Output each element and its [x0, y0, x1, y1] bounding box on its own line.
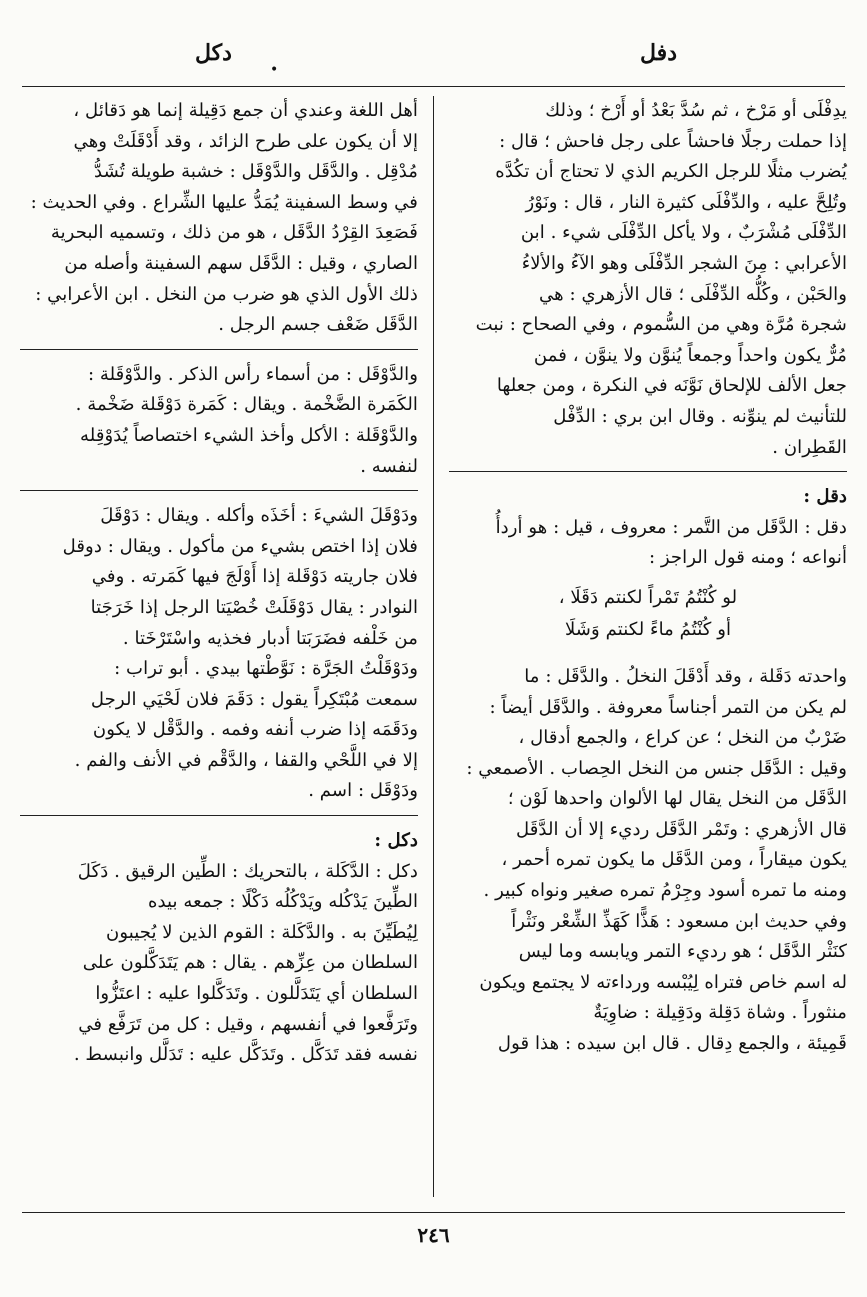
text-line: إلا أن يكون على طرح الزائد ، وقد أَدْقَلَتْ وهي — [73, 130, 418, 152]
text-line: السلطان أي يَتَدَلَّلون . وتَدَكَّلوا عليه : اعتَزُّوا — [95, 983, 418, 1005]
text-line: له اسم خاص فتراه لِيُبْسه ورداءته لا يجتمع ويكون — [479, 971, 847, 993]
entry-dawqal — [20, 360, 418, 482]
text-line: للتأنيث لم ينوِّنه . وقال ابن بري : الدِّفْل — [553, 405, 847, 427]
text-line: ومنه ما تمره أسود وجِرْمُ تمره صغير ونواه كبير . — [483, 880, 847, 902]
text-line: سمعت مُبْتَكِراً يقول : دَقَمَ فلان لَحْيَي الرجل — [90, 688, 418, 710]
verse-line: لو كُنْتُمُ تَمْراً لكنتم دَقَلَا ، — [558, 586, 738, 608]
text-line: لِيُطَيِّنَ به . والدَّكَلة : القوم الذين لا يُجيبون — [105, 921, 418, 943]
text-line: ضَرْبٌ من النخل ؛ عن كراع ، والجمع أدقال ، — [518, 727, 847, 749]
text-line: السلطان من عِزِّهم . يقال : هم يَتَدَكَّلون على — [82, 952, 418, 974]
entry-daqal-continued — [20, 96, 418, 341]
text-line: جعل الألف للإلحاق نَوَّنَه في النكرة ، ومن جعلها — [496, 375, 847, 397]
text-line: من خَلْفه فضَرَبَتا أدبار فخذيه واسْتَرْخَتا . — [122, 627, 418, 649]
right-column — [449, 96, 847, 1060]
verse-line: أو كُنْتُمُ ماءً لكنتم وَشَلَا — [564, 618, 732, 640]
entry-continuation — [449, 96, 847, 463]
text-line: دقل : الدَّقَل من التَّمر : معروف ، قيل : هو أردأُ — [495, 516, 847, 538]
text-line: فلان جاريته دَوْقَلة إذا أَوْلَجَ فيها كَمَرته . وفي — [91, 566, 418, 588]
text-line: إذا حملت رجلًا فاحشاً على رجل فاحش ؛ قال : — [499, 130, 847, 152]
entry-daqal — [449, 482, 847, 1060]
text-line: وتَرَفَّعوا في أنفسهم ، وقيل : كل من تَرَفَّع في — [78, 1013, 418, 1035]
text-line: الصاري ، وقيل : الدَّقَل سهم السفينة وأصله من — [64, 252, 418, 274]
text-line: والحَبْن ، وكُلُّه الدِّفْلَى ؛ قال الأزهري : هي — [539, 283, 847, 305]
text-line: إلا في اللَّحْي والقفا ، والدَّقْم في الأنف والفم . — [74, 749, 418, 771]
text-line: النوادر : يقال دَوْقَلَتْ خُصْيَتا الرجل إذا خَرَجَتا — [90, 596, 418, 618]
text-line: القَطِران . — [772, 436, 847, 458]
text-line: واحدته دَقَلة ، وقد أَدْقَلَ النخلُ . والدَّقَل : ما — [524, 665, 847, 687]
column-divider — [433, 96, 434, 1197]
left-column — [20, 96, 418, 1071]
text-line: الدِّفْلَى مُشْرَبٌ ، ولا يأكل الدِّفْلَى شيء . ابن — [520, 222, 847, 244]
text-line: كنَثْر الدَّقَل ؛ هو رديء التمر ويابسه وما ليس — [518, 941, 847, 963]
header-dot: • — [270, 62, 279, 78]
text-line: وتُلِحَّ عليه ، والدِّفْلَى كثيرة النار ، قال : ونَوْرُ — [525, 191, 847, 213]
text-line: الكَمَرة الضَّخْمة . ويقال : كَمَرة دَوْقَلة ضَخْمة . — [75, 394, 418, 416]
text-line: أهل اللغة وعندي أن جمع دَقِيلة إنما هو دَقائل ، — [73, 100, 418, 121]
text-line: والدَّوْقَل : من أسماء رأس الذكر . والدَّوْقَلة : — [88, 363, 418, 385]
text-line: نفسه فقد تَدَكَّل . وتَدَكَّل عليه : تَدَلَّل وانبسط . — [73, 1044, 418, 1066]
entry-separator — [20, 490, 418, 491]
text-line: مُرٌّ يكون واحداً وجمعاً يُنوَّن ولا ينوَّن ، فمن — [533, 344, 847, 366]
page-number: ٢٤٦ — [417, 1223, 450, 1247]
entry-separator — [20, 349, 418, 350]
text-line: الدَّقَل من النخل يقال لها الألوان واحدها لَوْن ؛ — [507, 788, 847, 810]
text-line: في وسط السفينة يُمَدُّ عليها الشِّراع . وفي الحديث : — [30, 191, 418, 213]
text-line: فلان إذا اختص بشيء من مأكول . ويقال : دوقل — [62, 535, 418, 557]
entry-separator — [449, 471, 847, 472]
top-rule — [22, 86, 845, 87]
text-line: ودَوْقَلَ الشيءَ : أخَذَه وأكله . ويقال : دَوْقَلَ — [100, 505, 418, 527]
text-line: يُضرب مثلًا للرجل الكريم الذي لا تحتاج أن تكُدَّه — [495, 161, 847, 183]
text-line: مُدْقِل . والدَّقَل والدَّوْقَل : خشبة طويلة تُشَدُّ — [94, 161, 418, 183]
text-line: ودَوْقَلْتُ الجَرَّة : نَوَّطْتها بيدي . أبو تراب : — [114, 658, 418, 680]
entry-headword-line — [20, 826, 418, 857]
text-line: لم يكن من التمر أجناساً معروفة . والدَّقَل أيضاً : — [489, 696, 847, 718]
entry-headword: دقل : — [803, 486, 847, 508]
text-line: ذلك الأول الذي هو ضرب من النخل . ابن الأعرابي : — [35, 283, 418, 305]
text-line: قَمِيئة ، والجمع دِقال . قال ابن سيده : هذا قول — [497, 1033, 847, 1055]
text-line: شجرة مُرَّة وهي من السُّموم ، وفي الصحاح : نبت — [475, 314, 847, 336]
entry-separator — [20, 815, 418, 816]
text-line: الأعرابي : مِنَ الشجر الدِّفْلَى وهو الآءُ والألاءُ — [521, 252, 847, 274]
text-line: دكل : الدَّكَلة ، بالتحريك : الطِّين الرقيق . دَكَلَ — [77, 860, 418, 882]
text-line: الطِّينَ يَدْكُله ويَدْكُلُه دَكْلًا : جمعه بيده — [147, 891, 418, 913]
text-line: لنفسه . — [360, 455, 418, 477]
text-line: والدَّوْقَلة : الأكل وأخذ الشيء اختصاصاً يُدَوْقِله — [80, 424, 418, 446]
text-line: منثوراً . وشاة دَقِلة ودَقِيلة : ضاوِيَةٌ — [593, 1002, 847, 1024]
text-line: وفي حديث ابن مسعود : هَذًّا كَهَذِّ الشِّعْر ونَثْراً — [511, 910, 847, 932]
text-line: أنواعه ؛ ومنه قول الراجز : — [648, 547, 847, 569]
entry-headword-line — [449, 482, 847, 513]
entry-headword: دكل : — [374, 830, 418, 852]
text-line: ودَوْقَل : اسم . — [308, 780, 418, 802]
entry-dakal — [20, 826, 418, 1071]
running-head-right: دفل — [640, 40, 677, 66]
entry-dawqal-verb — [20, 501, 418, 807]
text-line: ودَقَمَه إذا ضرب أنفه وفمه . والدَّقْل لا يكون — [92, 719, 418, 741]
text-line: الدَّقَل ضَعْف جسم الرجل . — [218, 314, 418, 336]
text-line: وقيل : الدَّقَل جنس من النخل الحِصاب . الأصمعي : — [466, 757, 847, 779]
running-head-left: دكل — [195, 40, 232, 66]
verse-quote — [449, 582, 847, 646]
text-line: يدِفْلَى أو مَرْخ ، ثم سُدَّ بَعْدُ أو أَرْخ ؛ وذلك — [545, 100, 847, 121]
text-line: قال الأزهري : وتَمْر الدَّقَل رديء إلا أن الدَّقَل — [515, 818, 847, 840]
text-line: فَصَعِدَ القِرْدُ الدَّقَل ، هو من ذلك ، وتسميه البحرية — [50, 222, 418, 244]
bottom-rule — [22, 1212, 845, 1213]
text-line: يكون ميقاراً ، ومن الدَّقَل ما يكون تمره أحمر ، — [501, 849, 847, 871]
